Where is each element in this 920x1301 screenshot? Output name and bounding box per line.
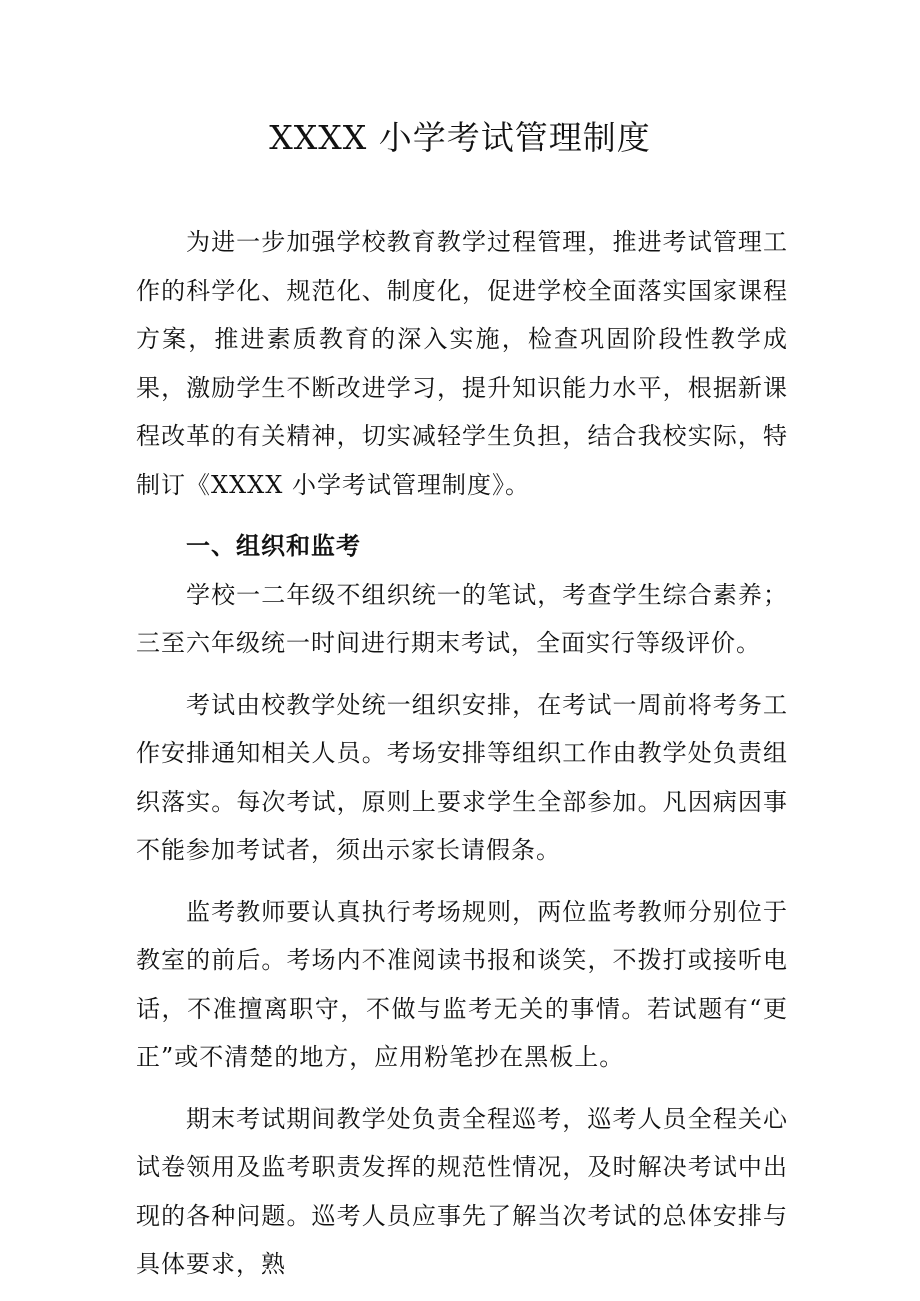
- section-paragraph: 学校一二年级不组织统一的笔试，考查学生综合素养；三至六年级统一时间进行期末考试，全面实行等级评价。: [136, 580, 788, 657]
- section-paragraph: 考试由校教学处统一组织安排，在考试一周前将考务工作安排通知相关人员。考场安排等组织工作由教学处负责组织落实。每次考试，原则上要求学生全部参加。凡因病因事不能参加考试者，须出示家长请假条。: [136, 690, 788, 864]
- intro-paragraph: 为进一步加强学校教育教学过程管理，推进考试管理工作的科学化、规范化、制度化，促进学校全面落实国家课程方案，推进素质教育的深入实施，检查巩固阶段性教学成果，激励学生不断改进学习，提升知识能力水平，根据新课程改革的有关精神，切实减轻学生负担，结合我校实际，特制订《XXXX 小学考试管理制度》。: [136, 228, 788, 499]
- section-paragraph: 期末考试期间教学处负责全程巡考，巡考人员全程关心试卷领用及监考职责发挥的规范性情况，及时解决考试中出现的各种问题。巡考人员应事先了解当次考试的总体安排与具体要求，熟: [136, 1104, 788, 1278]
- document-title: XXXX 小学考试管理制度: [269, 118, 651, 157]
- section-paragraph: 监考教师要认真执行考场规则，两位监考教师分别位于教室的前后。考场内不准阅读书报和谈笑，不拨打或接听电话，不准擅离职守，不做与监考无关的事情。若试题有“更正”或不清楚的地方，应用粉笔抄在黑板上。: [136, 897, 788, 1071]
- section-heading-organization: 一、组织和监考: [186, 532, 361, 560]
- document-body: [136, 218, 788, 1289]
